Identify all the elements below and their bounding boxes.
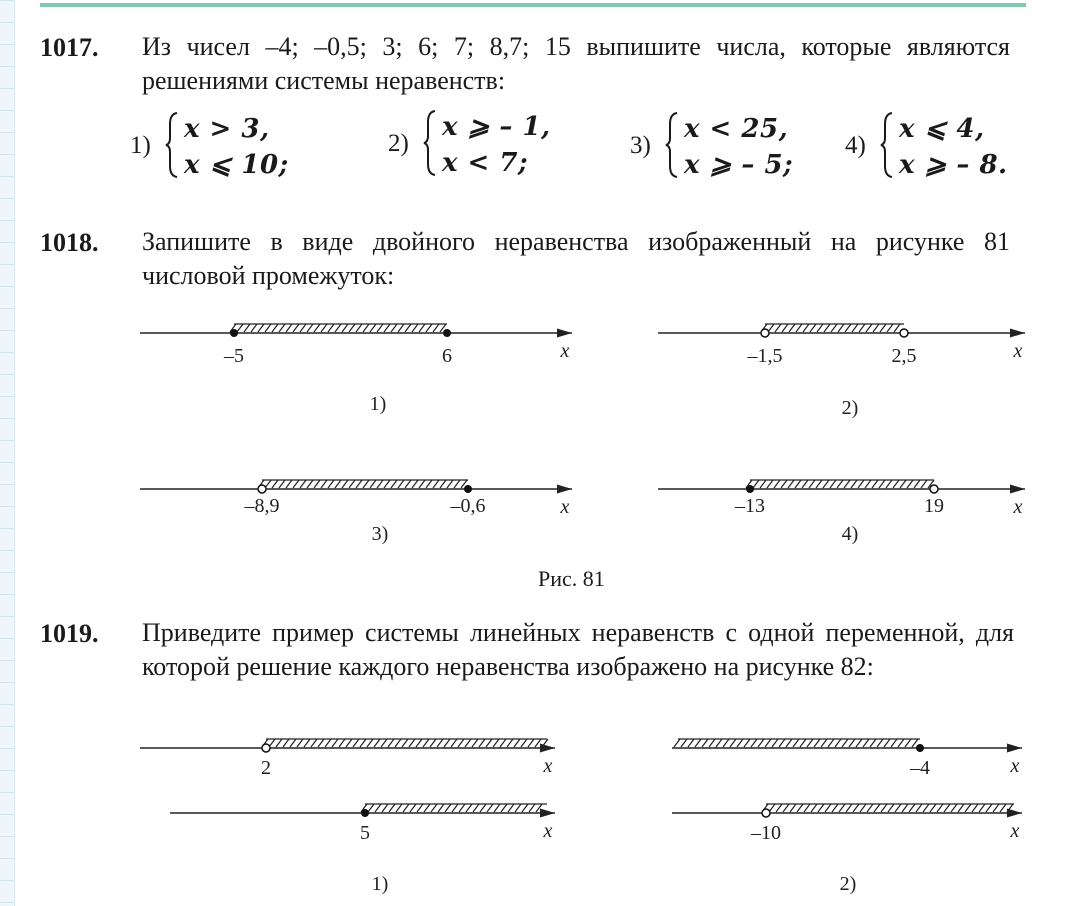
axis-label: x xyxy=(560,496,570,518)
shading-hatch xyxy=(746,480,934,488)
tick-label: –8,9 xyxy=(244,495,280,517)
problem-number-1018: 1018. xyxy=(40,228,99,257)
axis-arrow-icon xyxy=(557,485,572,494)
figure-sublabel: 1) xyxy=(371,873,389,895)
closed-point xyxy=(916,744,924,752)
axis-label: x xyxy=(1013,340,1023,362)
system-line: x ⩽ 4, xyxy=(899,114,985,144)
hatch-strokes xyxy=(230,324,446,332)
shading-hatch xyxy=(262,739,548,747)
shading-hatch xyxy=(674,739,918,747)
tick-label: 6 xyxy=(442,345,452,367)
system-line: x ⩾ – 1, xyxy=(442,112,551,142)
closed-point xyxy=(361,809,369,817)
closed-point xyxy=(443,329,451,337)
problem-text-1017: Из чисел –4; –0,5; 3; 6; 7; 8,7; 15 выпишите числа, которые являются решениями системы неравенств: xyxy=(142,32,1010,95)
open-point xyxy=(930,485,938,493)
open-point xyxy=(262,744,270,752)
system-label: 1) xyxy=(130,132,151,159)
tick-label: 2,5 xyxy=(891,345,917,367)
hatch-strokes xyxy=(674,739,918,747)
hatch-strokes xyxy=(746,480,934,488)
figure-sublabel: 1) xyxy=(369,393,387,415)
figure-sublabel: 2) xyxy=(839,873,857,895)
problem-text-1019: Приведите пример системы линейных неравенств с одной переменной, для которой решение каждого неравенства изображено на рисунке 82: xyxy=(142,618,1014,681)
axis-label: x xyxy=(543,820,553,842)
tick-label: –10 xyxy=(751,822,781,844)
axis-label: x xyxy=(543,755,553,777)
figure-sublabel: 2) xyxy=(841,397,859,419)
system-line: x < 25, xyxy=(684,114,789,144)
system-line: x ⩾ – 5; xyxy=(684,150,794,180)
tick-label: –4 xyxy=(910,757,930,779)
axis-label: x xyxy=(1010,755,1020,777)
axis-label: x xyxy=(1010,820,1020,842)
shading-hatch xyxy=(761,324,900,332)
figure-sublabel: 3) xyxy=(371,523,389,545)
hatch-strokes xyxy=(258,480,467,488)
problem-number-1017: 1017. xyxy=(40,33,99,62)
axis-arrow-icon xyxy=(1010,485,1025,494)
hatch-strokes xyxy=(262,739,548,747)
tick-label: 19 xyxy=(924,495,944,517)
open-point xyxy=(762,809,770,817)
shading-hatch xyxy=(361,804,542,812)
closed-point xyxy=(464,485,472,493)
open-point xyxy=(900,329,908,337)
hatch-strokes xyxy=(762,804,1013,812)
system-line: x > 3, xyxy=(184,114,270,144)
tick-label: 5 xyxy=(360,822,370,844)
shading-hatch xyxy=(258,480,467,488)
shading-hatch xyxy=(762,804,1013,812)
tick-label: –0,6 xyxy=(450,495,486,517)
figure-sublabel: 4) xyxy=(841,523,859,545)
system-line: x ⩽ 10; xyxy=(184,150,289,180)
tick-label: –1,5 xyxy=(747,345,783,367)
problem-number-1019: 1019. xyxy=(40,619,99,648)
tick-label: 2 xyxy=(261,757,271,779)
tick-label: –5 xyxy=(224,345,244,367)
axis-label: x xyxy=(560,340,570,362)
system-label: 3) xyxy=(630,132,651,159)
closed-point xyxy=(746,485,754,493)
axis-arrow-icon xyxy=(540,809,555,818)
tick-label: –13 xyxy=(735,495,765,517)
open-point xyxy=(258,485,266,493)
axis-arrow-icon xyxy=(557,329,572,338)
system-line: x < 7; xyxy=(442,148,529,178)
system-label: 4) xyxy=(845,132,866,159)
system-line: x ⩾ – 8. xyxy=(899,150,1008,180)
problem-text-1018: Запишите в виде двойного неравенства изображенный на рисунке 81 числовой промежуток: xyxy=(142,227,1010,290)
system-label: 2) xyxy=(388,130,409,157)
axis-label: x xyxy=(1013,496,1023,518)
figure-caption: Рис. 81 xyxy=(538,566,605,591)
hatch-strokes xyxy=(761,324,900,332)
closed-point xyxy=(230,329,238,337)
shading-hatch xyxy=(230,324,446,332)
axis-arrow-icon xyxy=(540,744,555,753)
open-point xyxy=(761,329,769,337)
axis-arrow-icon xyxy=(1007,744,1022,753)
axis-arrow-icon xyxy=(1010,329,1025,338)
hatch-strokes xyxy=(361,804,542,812)
